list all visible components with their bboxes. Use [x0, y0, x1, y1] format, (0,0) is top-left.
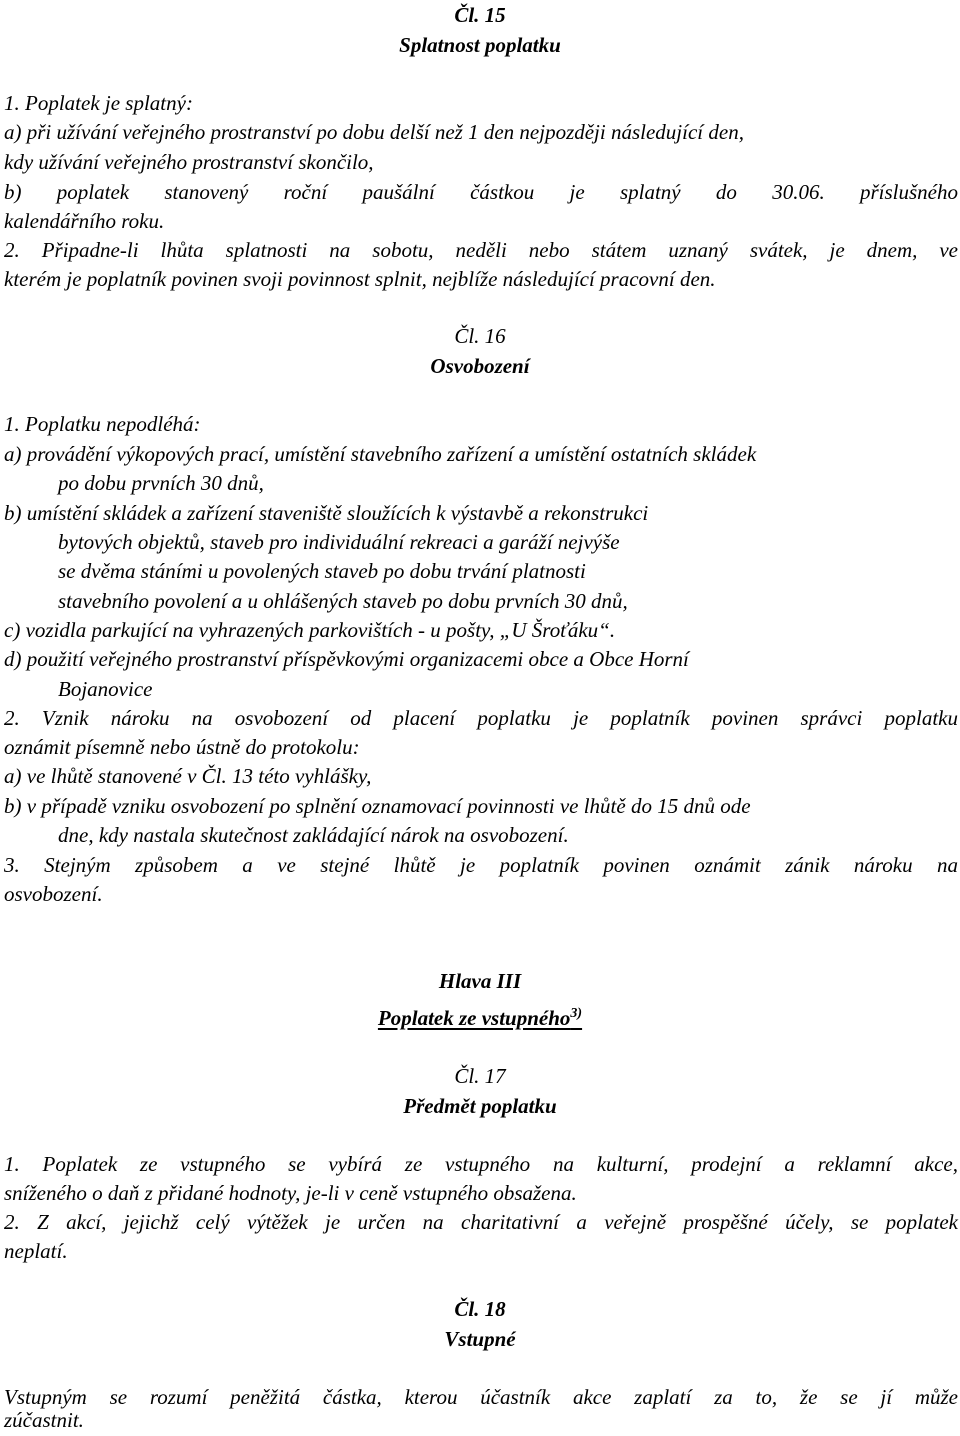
article-16-line: stavebního povolení a u ohlášených staveb po dobu prvních 30 dnů,: [58, 589, 628, 613]
article-16-line: a) ve lhůtě stanovené v Čl. 13 této vyhlášky,: [4, 764, 372, 788]
article-16-line: se dvěma stáními u povolených staveb po dobu trvání platnosti: [58, 559, 586, 583]
article-16-line: dne, kdy nastala skutečnost zakládající nárok na osvobození.: [58, 823, 569, 847]
article-16-line: b) v případě vzniku osvobození po splnění oznamovací povinnosti ve lhůtě do 15 dnů ode: [4, 794, 751, 818]
chapter-title: Poplatek ze vstupného: [377, 1006, 571, 1030]
article-16-line: bytových objektů, staveb pro individuální rekreaci a garáží nejvýše: [58, 530, 620, 554]
article-16-line: b) umístění skládek a zařízení staveniště sloužících k výstavbě a rekonstrukci: [4, 501, 649, 525]
chapter-title-wrap: [0, 1004, 960, 1033]
article-15-line: b) poplatek stanovený roční paušální částkou je splatný do 30.06. příslušného: [4, 180, 958, 204]
article-16-line: 1. Poplatku nepodléhá:: [4, 412, 201, 436]
article-16-line: Bojanovice: [58, 677, 153, 701]
article-16-title: Osvobození: [430, 354, 530, 378]
article-17-line: 2. Z akcí, jejichž celý výtěžek je určen na charitativní a veřejně prospěšné účely, se poplatek: [4, 1210, 958, 1234]
article-16-line: po dobu prvních 30 dnů,: [58, 471, 264, 495]
article-15-line: 1. Poplatek je splatný:: [4, 91, 193, 115]
article-15-line: 2. Připadne-li lhůta splatnosti na sobotu, neděli nebo státem uznaný svátek, je dnem, ve: [4, 238, 958, 262]
article-17-heading: Čl. 17: [454, 1064, 506, 1088]
chapter-heading: Hlava III: [438, 969, 522, 993]
article-15-line: kalendářního roku.: [4, 209, 165, 233]
article-16-line: d) použití veřejného prostranství příspěvkovými organizacemi obce a Obce Horní: [4, 647, 689, 671]
article-16-line: oznámit písemně nebo ústně do protokolu:: [4, 735, 360, 759]
article-16-line: a) provádění výkopových prací, umístění stavebního zařízení a umístění ostatních skládek: [4, 442, 757, 466]
article-15-heading: Čl. 15: [454, 3, 506, 27]
article-15-line: a) při užívání veřejného prostranství po dobu delší než 1 den nejpozději následující den,: [4, 120, 744, 144]
article-16-line: 2. Vznik nároku na osvobození od placení poplatku je poplatník povinen správci poplatku: [4, 706, 958, 730]
article-15-line: kterém je poplatník povinen svoji povinnost splnit, nejblíže následující pracovní den.: [4, 267, 716, 291]
article-17-title: Předmět poplatku: [403, 1094, 557, 1118]
article-17-line: sníženého o daň z přidané hodnoty, je-li v ceně vstupného obsažena.: [4, 1181, 577, 1205]
article-17-line: 1. Poplatek ze vstupného se vybírá ze vstupného na kulturní, prodejní a reklamní akce,: [4, 1152, 958, 1176]
article-17-line: neplatí.: [4, 1239, 68, 1263]
article-15-line: kdy užívání veřejného prostranství skončilo,: [4, 150, 374, 174]
article-18-line: Vstupným se rozumí peněžitá částka, kterou účastník akce zaplatí za to, že se jí může: [4, 1385, 958, 1409]
article-16-heading: Čl. 16: [454, 324, 506, 348]
article-18-line: zúčastnit.: [4, 1408, 84, 1432]
article-16-line: c) vozidla parkující na vyhrazených parkovištích - u pošty, „U Šroťáku“.: [4, 618, 616, 642]
article-16-line: 3. Stejným způsobem a ve stejné lhůtě je poplatník povinen oznámit zánik nároku na: [4, 853, 958, 877]
footnote-reference: [570, 1006, 582, 1030]
footnote-ref-number: 3): [570, 1006, 583, 1021]
article-18-title: Vstupné: [444, 1327, 516, 1351]
article-16-line: osvobození.: [4, 882, 103, 906]
article-15-title: Splatnost poplatku: [399, 33, 561, 57]
article-18-heading: Čl. 18: [454, 1297, 506, 1321]
